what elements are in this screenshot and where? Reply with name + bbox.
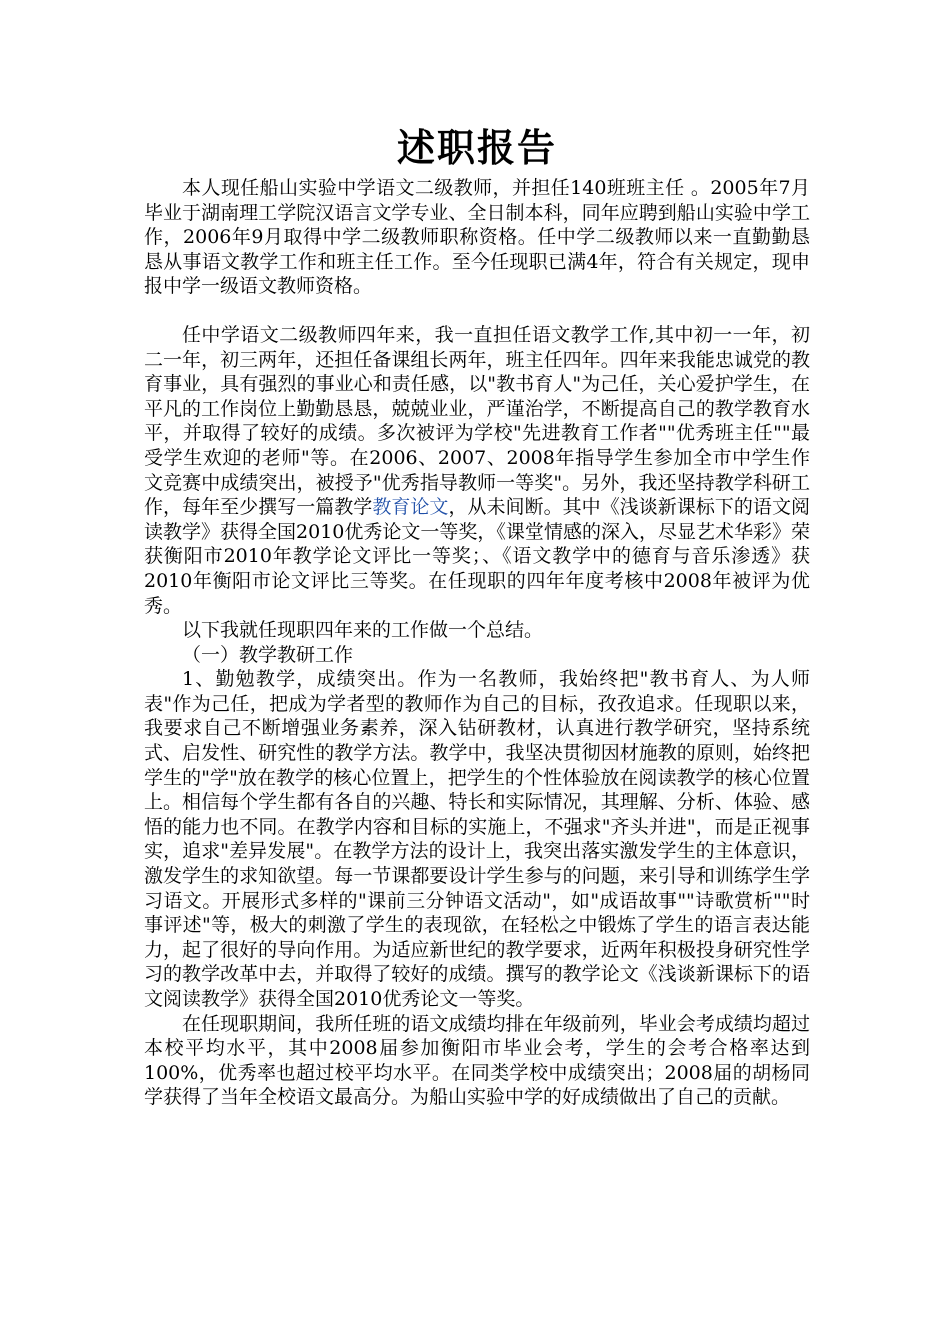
document-page — [144, 120, 810, 1110]
paragraph-summary-intro: 以下我就任现职四年来的工作做一个总结。 — [182, 619, 544, 642]
education-paper-link[interactable]: 教育论文 — [372, 496, 449, 519]
paragraph-achievements — [144, 323, 810, 618]
document-title: 述职报告 — [396, 126, 557, 170]
paragraph-achievements-text-after: ，从未间断。其中《浅谈新课标下的语文阅读教学》获得全国2010优秀论文一等奖，《课堂情感的深入，尽显艺术华彩》荣获衡阳市2010年教学论文评比一等奖；、《语文教学中的德育与音乐渗透》获2010年衡阳市论文评比三等奖。在任现职的四年年度考核中2008年被评为优秀。 — [144, 496, 810, 617]
paragraph-class-results: 在任现职期间，我所任班的语文成绩均排在年级前列，毕业会考成绩均超过本校平均水平，其中2008届参加衡阳市毕业会考，学生的会考合格率达到100%，优秀率也超过校平均水平。在同类学校中成绩突出；2008届的胡杨同学获得了当年全校语文最高分。为船山实验中学的好成绩做出了自己的贡献。 — [144, 1012, 810, 1109]
paragraph-diligent-teaching: 1、勤勉教学，成绩突出。作为一名教师，我始终把"教书育人、为人师表"作为己任，把成为学者型的教师作为自己的目标，孜孜追求。任现职以来，我要求自己不断增强业务素养，深入钻研教材，认真进行教学研究，坚持系统式、启发性、研究性的教学方法。教学中，我坚决贯彻因材施教的原则，始终把学生的"学"放在教学的核心位置上，把学生的个性体验放在阅读教学的核心位置上。相信每个学生都有各自的兴趣、特长和实际情况，其理解、分析、体验、感悟的能力也不同。在教学内容和目标的实施上，不强求"齐头并进"，而是正视事实，追求"差异发展"。在教学方法的设计上，我突出落实激发学生的主体意识，激发学生的求知欲望。每一节课都要设计学生参与的问题，来引导和训练学生学习语文。开展形式多样的"课前三分钟语文活动"，如"成语故事""诗歌赏析""时事评述"等，极大的刺激了学生的表现欲，在轻松之中锻炼了学生的语言表达能力，起了很好的导向作用。为适应新世纪的教学要求，近两年积极投身研究性学习的教学改革中去，并取得了较好的成绩。撰写的教学论文《浅谈新课标下的语文阅读教学》获得全国2010优秀论文一等奖。 — [144, 668, 810, 1010]
section-heading-teaching-research: （一）教学教研工作 — [182, 643, 354, 666]
paragraph-intro: 本人现任船山实验中学语文二级教师，并担任140班班主任 。2005年7月毕业于湖南理工学院汉语言文学专业、全日制本科，同年应聘到船山实验中学工作，2006年9月取得中学二级教师职称资格。任中学二级教师以来一直勤勤恳恳从事语文教学工作和班主任工作。至今任现职已满4年，符合有关规定，现申报中学一级语文教师资格。 — [144, 177, 810, 298]
paragraph-achievements-text-before: 任中学语文二级教师四年来，我一直担任语文教学工作,其中初一一年，初二一年，初三两年，还担任备课组长两年，班主任四年。四年来我能忠诚党的教育事业，具有强烈的事业心和责任感，以"教书育人"为己任，关心爱护学生，在平凡的工作岗位上勤勤恳恳，兢兢业业，严谨治学，不断提高自己的教学教育水平，并取得了较好的成绩。多次被评为学校"先进教育工作者""优秀班主任""最受学生欢迎的老师"等。在2006、2007、2008年指导学生参加全市中学生作文竞赛中成绩突出，被授予"优秀指导教师一等奖"。另外，我还坚持教学科研工作，每年至少撰写一篇教学 — [144, 323, 810, 519]
